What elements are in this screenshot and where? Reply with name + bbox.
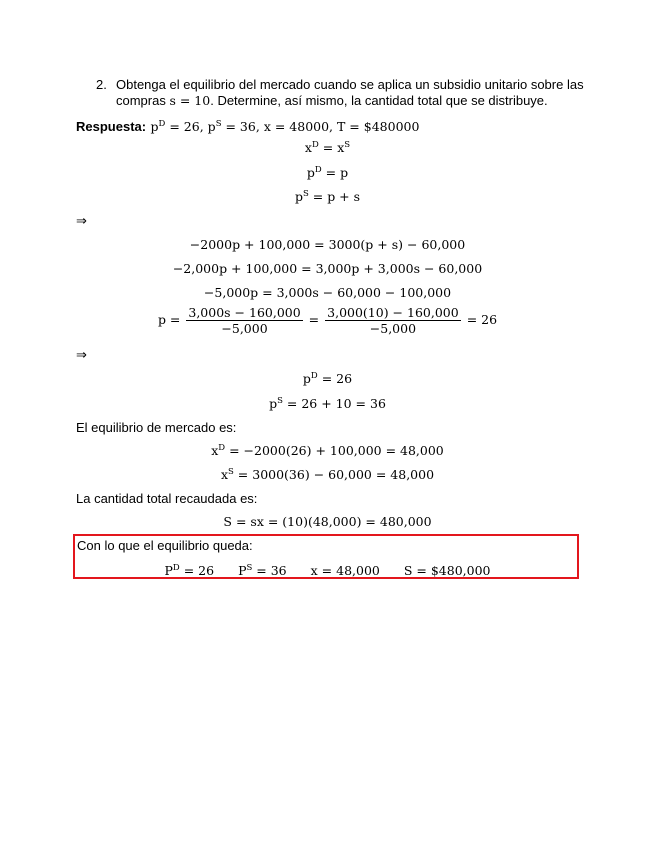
question-number: 2. [96, 77, 107, 92]
market-text: El equilibrio de mercado es: [76, 420, 237, 435]
equation-pd: $p^D = p$ [306, 165, 349, 180]
result-ps: $p^S = 26 + 10 = 36$ [269, 396, 386, 411]
answer-label: Respuesta: [76, 119, 147, 134]
equation-fraction-line: p = $\frac{3,000s - 160,000}{-5,000}$ = $\frac{3,000(10) - 160,000}{-5,000}$ = 26 [157, 305, 498, 336]
equation-line-2: −2,000p + 100,000 = 3,000p + 3,000s − 60,000 [172, 261, 483, 276]
question-line-2: compras s = 10. Determine, así mismo, la cantidad total que se distribuye. [116, 93, 548, 108]
equation-ps: $p^S = p + s$ [294, 189, 361, 204]
market-xd: $x^D = -2000(26) + 100,000 = 48,000$ [211, 443, 444, 458]
answer-line [76, 118, 419, 136]
implies-arrow-2: ⇒ [76, 347, 87, 362]
equation-xd-xs: $x^D = x^S$ [304, 140, 351, 155]
collected-equation: S = sx = (10)(48,000) = 480,000 [223, 514, 432, 529]
market-xs: $x^S = 3000(36) - 60,000 = 48,000$ [220, 467, 435, 482]
question-line-1: Obtenga el equilibrio del mercado cuando se aplica un subsidio unitario sobre las [116, 77, 584, 92]
summary-text: Con lo que el equilibrio queda: [77, 538, 253, 553]
equation-line-3: −5,000p = 3,000s − 60,000 − 100,000 [203, 285, 452, 300]
collected-text: La cantidad total recaudada es: [76, 491, 258, 506]
fraction-2: $\frac{3,000(10) - 160,000}{-5,000}$ [327, 305, 459, 336]
summary-values: $P^D = 26$ $P^S = 36$ x = 48,000 S = $480,000 [164, 563, 491, 578]
result-pd: $p^D = 26$ [302, 371, 353, 386]
answer-values: $p^D = 26$, $p^S = 36$, x = 48000, T = $480000 [150, 119, 420, 134]
equation-line-1: −2000p + 100,000 = 3000(p + s) − 60,000 [189, 237, 466, 252]
implies-arrow-1: ⇒ [76, 213, 87, 228]
fraction-1: $\frac{3,000s - 160,000}{-5,000}$ [188, 305, 301, 336]
